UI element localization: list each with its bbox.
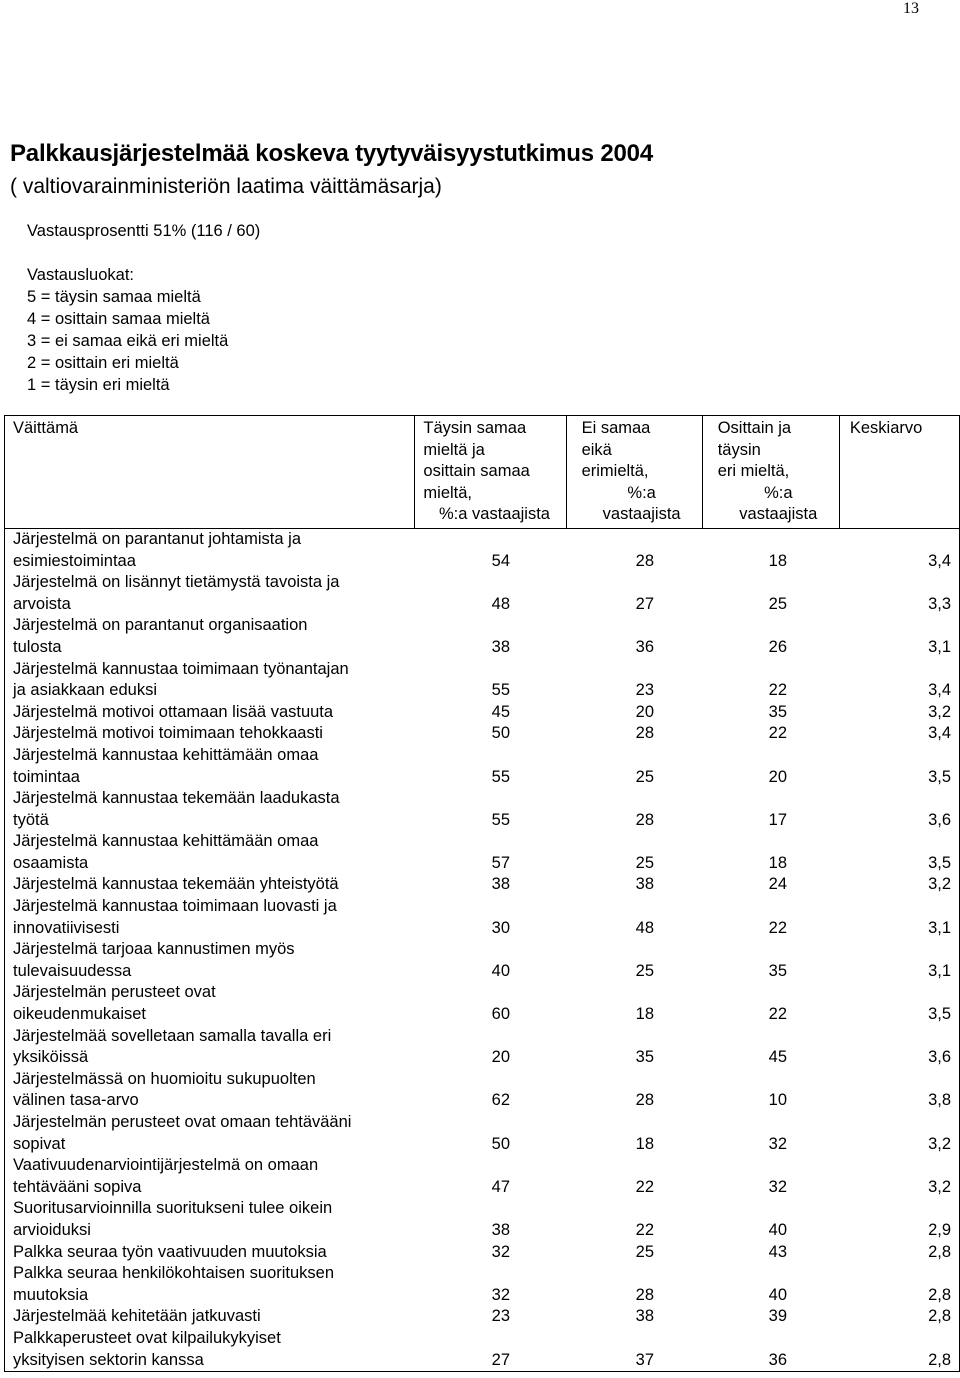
agree-value: 62 (491, 1091, 510, 1110)
agree-value: 47 (491, 1177, 510, 1196)
header-disagree-line: %:a (764, 483, 793, 502)
statement-cell (5, 1242, 415, 1264)
scale-item: 3 = ei samaa eikä eri mieltä (27, 332, 229, 350)
statement-text: Järjestelmä motivoi ottamaan lisää vastuuta (13, 702, 334, 721)
average-value: 2,8 (928, 1350, 951, 1369)
header-agree-line: osittain samaa (423, 462, 530, 481)
table-row (5, 788, 959, 831)
neutral-value: 36 (635, 637, 654, 656)
page-title: Palkkausjärjestelmää koskeva tyytyväisyystutkimus 2004 (10, 140, 653, 167)
agree-value: 32 (491, 1242, 510, 1261)
statement-text: Järjestelmässä on huomioitu sukupuolten (13, 1069, 316, 1088)
statement-text: Vaativuudenarviointijärjestelmä on omaan (13, 1156, 319, 1175)
page-subtitle: ( valtiovarainministeriön laatima väittämäsarja) (10, 175, 442, 198)
header-agree (415, 416, 566, 529)
statement-text: yksityisen sektorin kanssa (13, 1350, 204, 1369)
table-row (5, 615, 959, 658)
header-disagree (702, 416, 839, 529)
average-value: 3,6 (928, 1048, 951, 1067)
statement-text: Suoritusarvioinnilla suoritukseni tulee oikein (13, 1199, 333, 1218)
table-header-row (5, 416, 960, 529)
average-value: 3,1 (928, 637, 951, 656)
agree-value: 23 (491, 1307, 510, 1326)
neutral-value: 38 (635, 875, 654, 894)
statement-cell (5, 745, 415, 788)
statement-text: Järjestelmä on parantanut johtamista ja (13, 529, 301, 548)
statement-text: Järjestelmä tarjoaa kannustimen myös (13, 940, 295, 959)
agree-value: 55 (491, 767, 510, 786)
average-value: 3,3 (928, 594, 951, 613)
statement-cell (5, 1112, 415, 1155)
neutral-value: 25 (635, 767, 654, 786)
average-value: 2,9 (928, 1220, 951, 1239)
disagree-value: 26 (768, 637, 787, 656)
disagree-value: 32 (768, 1177, 787, 1196)
agree-value: 38 (491, 1220, 510, 1239)
disagree-value: 22 (768, 681, 787, 700)
table-row (5, 723, 959, 745)
disagree-value: 43 (768, 1242, 787, 1261)
neutral-value: 28 (635, 724, 654, 743)
response-rate: Vastausprosentti 51% (116 / 60) (27, 222, 261, 240)
statement-text: Järjestelmän perusteet ovat omaan tehtävääni (13, 1113, 352, 1131)
disagree-value: 22 (768, 1005, 787, 1024)
header-neutral-line: Ei samaa (581, 419, 651, 437)
header-neutral (566, 416, 702, 529)
statement-text: Järjestelmä on lisännyt tietämystä tavoista ja (13, 573, 340, 592)
disagree-value: 24 (768, 875, 787, 894)
neutral-value: 25 (635, 1242, 654, 1261)
agree-value: 40 (491, 961, 510, 980)
neutral-value: 18 (635, 1134, 654, 1153)
average-value: 3,5 (928, 1005, 951, 1024)
neutral-value: 35 (635, 1048, 654, 1067)
agree-value: 55 (491, 681, 510, 700)
agree-value: 57 (491, 853, 510, 872)
average-value: 3,1 (928, 961, 951, 980)
table-row (5, 1069, 959, 1112)
agree-value: 60 (491, 1005, 510, 1024)
statement-text: Järjestelmän perusteet ovat (13, 983, 216, 1002)
disagree-value: 25 (768, 594, 787, 613)
statement-text: työtä (13, 810, 49, 829)
disagree-value: 39 (768, 1307, 787, 1326)
statement-cell (5, 723, 415, 745)
header-statement: Väittämä (5, 416, 415, 529)
statement-cell (5, 529, 415, 572)
statement-text: Järjestelmää sovelletaan samalla tavalla eri (13, 1026, 332, 1045)
statement-text: yksiköissä (13, 1048, 89, 1067)
statement-text: oikeudenmukaiset (13, 1005, 146, 1024)
agree-value: 55 (491, 810, 510, 829)
neutral-value: 25 (635, 853, 654, 872)
header-average: Keskiarvo (839, 416, 959, 529)
average-value: 3,4 (928, 681, 951, 700)
neutral-value: 22 (635, 1220, 654, 1239)
average-value: 2,8 (928, 1307, 951, 1326)
average-value: 3,8 (928, 1091, 951, 1110)
header-agree-line: mieltä ja (423, 440, 485, 459)
statement-cell (5, 615, 415, 658)
scale-item: 4 = osittain samaa mieltä (27, 310, 210, 328)
table-row (5, 1198, 959, 1241)
statement-text: Järjestelmä kannustaa kehittämään omaa (13, 832, 319, 851)
table-row (5, 982, 959, 1025)
table-row (5, 659, 959, 702)
agree-value: 27 (491, 1350, 510, 1369)
table-row (5, 896, 959, 939)
statement-text: Palkka seuraa henkilökohtaisen suorituksen (13, 1264, 335, 1283)
disagree-value: 45 (768, 1048, 787, 1067)
disagree-value: 10 (768, 1091, 787, 1110)
average-value: 3,6 (928, 810, 951, 829)
header-neutral-line: erimieltä, (581, 462, 649, 481)
statement-text: Järjestelmä motivoi toimimaan tehokkaasti (13, 724, 323, 743)
agree-value: 38 (491, 875, 510, 894)
statement-text: Järjestelmä kannustaa kehittämään omaa (13, 745, 319, 764)
disagree-value: 22 (768, 724, 787, 743)
average-value: 3,2 (928, 875, 951, 894)
header-agree-line: %:a vastaajista (439, 505, 550, 524)
average-value: 2,8 (928, 1242, 951, 1261)
agree-value: 45 (491, 702, 510, 721)
table-row (5, 1112, 959, 1155)
statement-text: Järjestelmä on parantanut organisaation (13, 616, 308, 635)
statement-cell (5, 939, 415, 982)
disagree-value: 18 (768, 551, 787, 570)
neutral-value: 37 (635, 1350, 654, 1369)
statement-cell (5, 572, 415, 615)
statement-text: osaamista (13, 853, 89, 872)
statement-text: Järjestelmä kannustaa toimimaan luovasti ja (13, 897, 337, 916)
neutral-value: 18 (635, 1005, 654, 1024)
disagree-value: 18 (768, 853, 787, 872)
header-neutral-line: eikä (581, 440, 612, 459)
disagree-value: 20 (768, 767, 787, 786)
table-row (5, 529, 959, 572)
disagree-value: 17 (768, 810, 787, 829)
disagree-value: 22 (768, 918, 787, 937)
statement-text: tulosta (13, 637, 62, 656)
agree-value: 54 (491, 551, 510, 570)
statement-cell (5, 702, 415, 724)
statement-cell (5, 659, 415, 702)
table-row (5, 1242, 959, 1264)
statement-text: välinen tasa-arvo (13, 1091, 139, 1110)
scale-item: 5 = täysin samaa mieltä (27, 288, 201, 306)
table-row (5, 1328, 959, 1371)
disagree-value: 40 (768, 1220, 787, 1239)
average-value: 3,2 (928, 1134, 951, 1153)
statement-text: ja asiakkaan eduksi (13, 681, 158, 700)
table-row (5, 1306, 959, 1328)
agree-value: 38 (491, 637, 510, 656)
statement-text: Palkka seuraa työn vaativuuden muutoksia (13, 1242, 327, 1261)
average-value: 3,1 (928, 918, 951, 937)
neutral-value: 23 (635, 681, 654, 700)
neutral-value: 28 (635, 810, 654, 829)
header-disagree-line: täysin (717, 440, 761, 459)
header-disagree-line: Osittain ja (717, 419, 792, 437)
header-disagree-line: vastaajista (739, 505, 818, 524)
neutral-value: 27 (635, 594, 654, 613)
statement-text: arvioiduksi (13, 1220, 91, 1239)
table-row (5, 939, 959, 982)
average-value: 3,4 (928, 551, 951, 570)
disagree-value: 35 (768, 702, 787, 721)
statement-cell (5, 1306, 415, 1328)
header-agree-line: Täysin samaa (423, 419, 527, 437)
average-value: 2,8 (928, 1285, 951, 1304)
agree-value: 50 (491, 724, 510, 743)
statement-cell (5, 1263, 415, 1306)
statement-cell (5, 896, 415, 939)
table-row (5, 1026, 959, 1069)
header-agree-line: mieltä, (423, 483, 473, 502)
table-row (5, 1155, 959, 1198)
statement-cell (5, 1328, 415, 1371)
neutral-value: 28 (635, 1285, 654, 1304)
statement-text: Järjestelmä kannustaa tekemään yhteistyötä (13, 875, 339, 894)
statement-text: tulevaisuudessa (13, 961, 132, 980)
agree-value: 32 (491, 1285, 510, 1304)
header-neutral-line: %:a (627, 483, 656, 502)
header-disagree-line: eri mieltä, (717, 462, 790, 481)
statement-cell (5, 788, 415, 831)
table-row (5, 1263, 959, 1306)
statement-cell (5, 1069, 415, 1112)
statement-text: muutoksia (13, 1285, 89, 1304)
disagree-value: 35 (768, 961, 787, 980)
scale-item: 1 = täysin eri mieltä (27, 376, 170, 394)
neutral-value: 48 (635, 918, 654, 937)
table-row (5, 572, 959, 615)
average-value: 3,5 (928, 853, 951, 872)
table-row (5, 745, 959, 788)
statement-cell (5, 982, 415, 1025)
agree-value: 50 (491, 1134, 510, 1153)
statement-text: toimintaa (13, 767, 80, 786)
average-value: 3,2 (928, 702, 951, 721)
table-row (5, 831, 959, 874)
statement-text: innovatiivisesti (13, 918, 120, 937)
table-row (5, 702, 959, 724)
rows-container (5, 529, 959, 1371)
header-neutral-line: vastaajista (602, 505, 681, 524)
statement-text: tehtävääni sopiva (13, 1177, 142, 1196)
scale-heading: Vastausluokat: (27, 266, 135, 284)
statement-cell (5, 1026, 415, 1069)
statement-text: arvoista (13, 594, 71, 613)
statement-text: Järjestelmää kehitetään jatkuvasti (13, 1307, 261, 1326)
disagree-value: 40 (768, 1285, 787, 1304)
agree-value: 20 (491, 1048, 510, 1067)
neutral-value: 20 (635, 702, 654, 721)
average-value: 3,4 (928, 724, 951, 743)
neutral-value: 38 (635, 1307, 654, 1326)
neutral-value: 22 (635, 1177, 654, 1196)
agree-value: 48 (491, 594, 510, 613)
statement-cell (5, 874, 415, 896)
disagree-value: 36 (768, 1350, 787, 1369)
statement-cell (5, 1155, 415, 1198)
page-number: 13 (903, 0, 919, 17)
statement-cell (5, 1198, 415, 1241)
table-row (5, 874, 959, 896)
agree-value: 30 (491, 918, 510, 937)
statement-cell (5, 831, 415, 874)
disagree-value: 32 (768, 1134, 787, 1153)
statement-text: Järjestelmä kannustaa tekemään laadukasta (13, 789, 340, 808)
neutral-value: 28 (635, 1091, 654, 1110)
neutral-value: 25 (635, 961, 654, 980)
average-value: 3,5 (928, 767, 951, 786)
statement-text: Järjestelmä kannustaa toimimaan työnantajan (13, 659, 349, 678)
statement-text: esimiestoimintaa (13, 551, 136, 570)
survey-table (4, 415, 960, 1372)
table-body (5, 528, 960, 1371)
neutral-value: 28 (635, 551, 654, 570)
statement-text: Palkkaperusteet ovat kilpailukykyiset (13, 1328, 281, 1347)
scale-item: 2 = osittain eri mieltä (27, 354, 179, 372)
statement-text: sopivat (13, 1134, 66, 1153)
average-value: 3,2 (928, 1177, 951, 1196)
